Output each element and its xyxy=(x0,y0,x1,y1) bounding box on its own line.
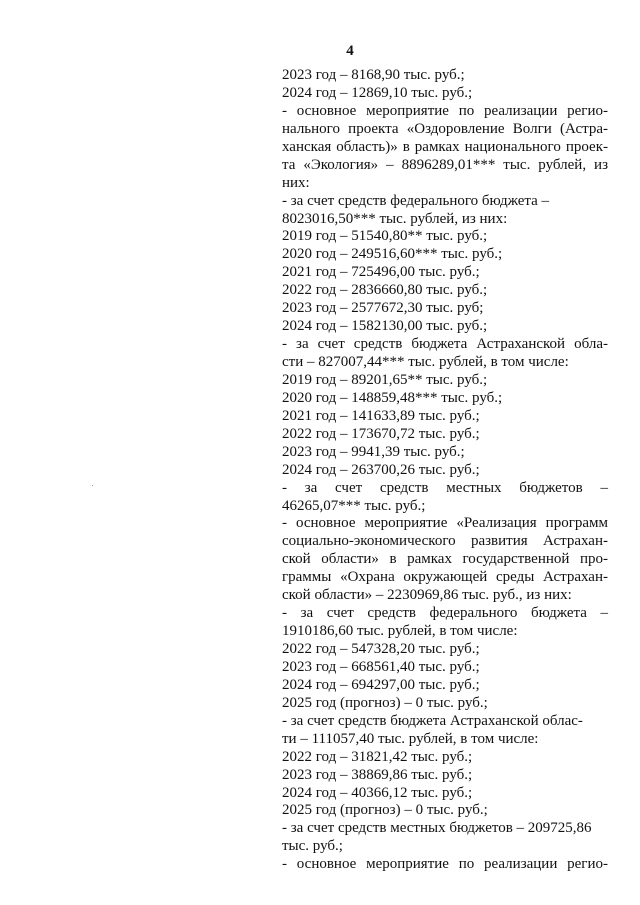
text-line: - за счет средств местных бюджетов – 209725,86 xyxy=(282,820,592,837)
text-line: 2024 год – 12869,10 тыс. руб.; xyxy=(282,84,473,101)
text-line: 2020 год – 148859,48*** тыс. руб.; xyxy=(282,389,503,406)
text-line: сти – 827007,44*** тыс. рублей, в том числе: xyxy=(282,354,569,370)
text-line: них: xyxy=(282,174,310,191)
text-line: - основное мероприятие «Реализация программ xyxy=(282,515,608,532)
text-line: 2024 год – 1582130,00 тыс. руб.; xyxy=(282,318,488,335)
text-line: - за счет средств бюджета Астраханской облас- xyxy=(282,712,583,729)
text-line: ской области» в рамках государственной про- xyxy=(282,551,608,568)
text-line: 2023 год – 2577672,30 тыс. руб; xyxy=(282,300,484,317)
text-line: нального проекта «Оздоровление Волги (Астра- xyxy=(282,120,608,137)
text-line: 8023016,50*** тыс. рублей, из них: xyxy=(282,210,508,227)
text-line: тыс. руб.; xyxy=(282,838,343,855)
text-line: 2022 год – 173670,72 тыс. руб.; xyxy=(282,425,480,442)
text-line: 46265,07*** тыс. руб.; xyxy=(282,497,426,514)
text-line: социально-экономического развития Астрахан- xyxy=(282,533,608,550)
text-line: граммы «Охрана окружающей среды Астрахан- xyxy=(282,569,608,586)
text-line: 2025 год (прогноз) – 0 тыс. руб.; xyxy=(282,694,488,711)
text-line: - за счет средств бюджета Астраханской обла- xyxy=(282,336,608,353)
page-number: 4 xyxy=(346,43,354,59)
text-line: ханская область)» в рамках национального проек- xyxy=(282,138,608,155)
text-line: - за счет средств местных бюджетов – xyxy=(282,479,608,496)
text-line: 2019 год – 51540,80** тыс. руб.; xyxy=(282,228,488,245)
text-line: 2024 год – 694297,00 тыс. руб.; xyxy=(282,676,480,693)
text-line: ти – 111057,40 тыс. рублей, в том числе: xyxy=(282,730,539,747)
text-line: ской области» – 2230969,86 тыс. руб., из них: xyxy=(282,587,572,604)
text-line: 2024 год – 263700,26 тыс. руб.; xyxy=(282,461,480,478)
text-line: 2021 год – 725496,00 тыс. руб.; xyxy=(282,264,480,281)
text-line: - за счет средств федерального бюджета – xyxy=(282,192,550,209)
text-line: - за счет средств федерального бюджета – xyxy=(282,605,608,622)
text-line: 2025 год (прогноз) – 0 тыс. руб.; xyxy=(282,802,488,819)
text-line: 2019 год – 89201,65** тыс. руб.; xyxy=(282,371,488,388)
text-line: - основное мероприятие по реализации регио- xyxy=(282,856,608,873)
text-line: 2022 год – 2836660,80 тыс. руб.; xyxy=(282,282,488,299)
scan-speck xyxy=(92,485,93,486)
text-line: 1910186,60 тыс. рублей, в том числе: xyxy=(282,623,518,640)
text-line: 2023 год – 668561,40 тыс. руб.; xyxy=(282,658,480,675)
text-line: 2020 год – 249516,60*** тыс. руб.; xyxy=(282,246,503,263)
text-line: - основное мероприятие по реализации регио- xyxy=(282,102,608,119)
text-line: 2024 год – 40366,12 тыс. руб.; xyxy=(282,784,473,801)
text-line: 2022 год – 547328,20 тыс. руб.; xyxy=(282,641,480,657)
text-line: 2023 год – 38869,86 тыс. руб.; xyxy=(282,766,473,783)
text-line: 2023 год – 9941,39 тыс. руб.; xyxy=(282,443,465,460)
text-line: 2022 год – 31821,42 тыс. руб.; xyxy=(282,748,473,765)
document-body xyxy=(282,67,608,874)
text-line: 2023 год – 8168,90 тыс. руб.; xyxy=(282,67,465,83)
text-line: та «Экология» – 8896289,01*** тыс. рублей, из xyxy=(282,156,608,173)
text-line: 2021 год – 141633,89 тыс. руб.; xyxy=(282,407,480,424)
